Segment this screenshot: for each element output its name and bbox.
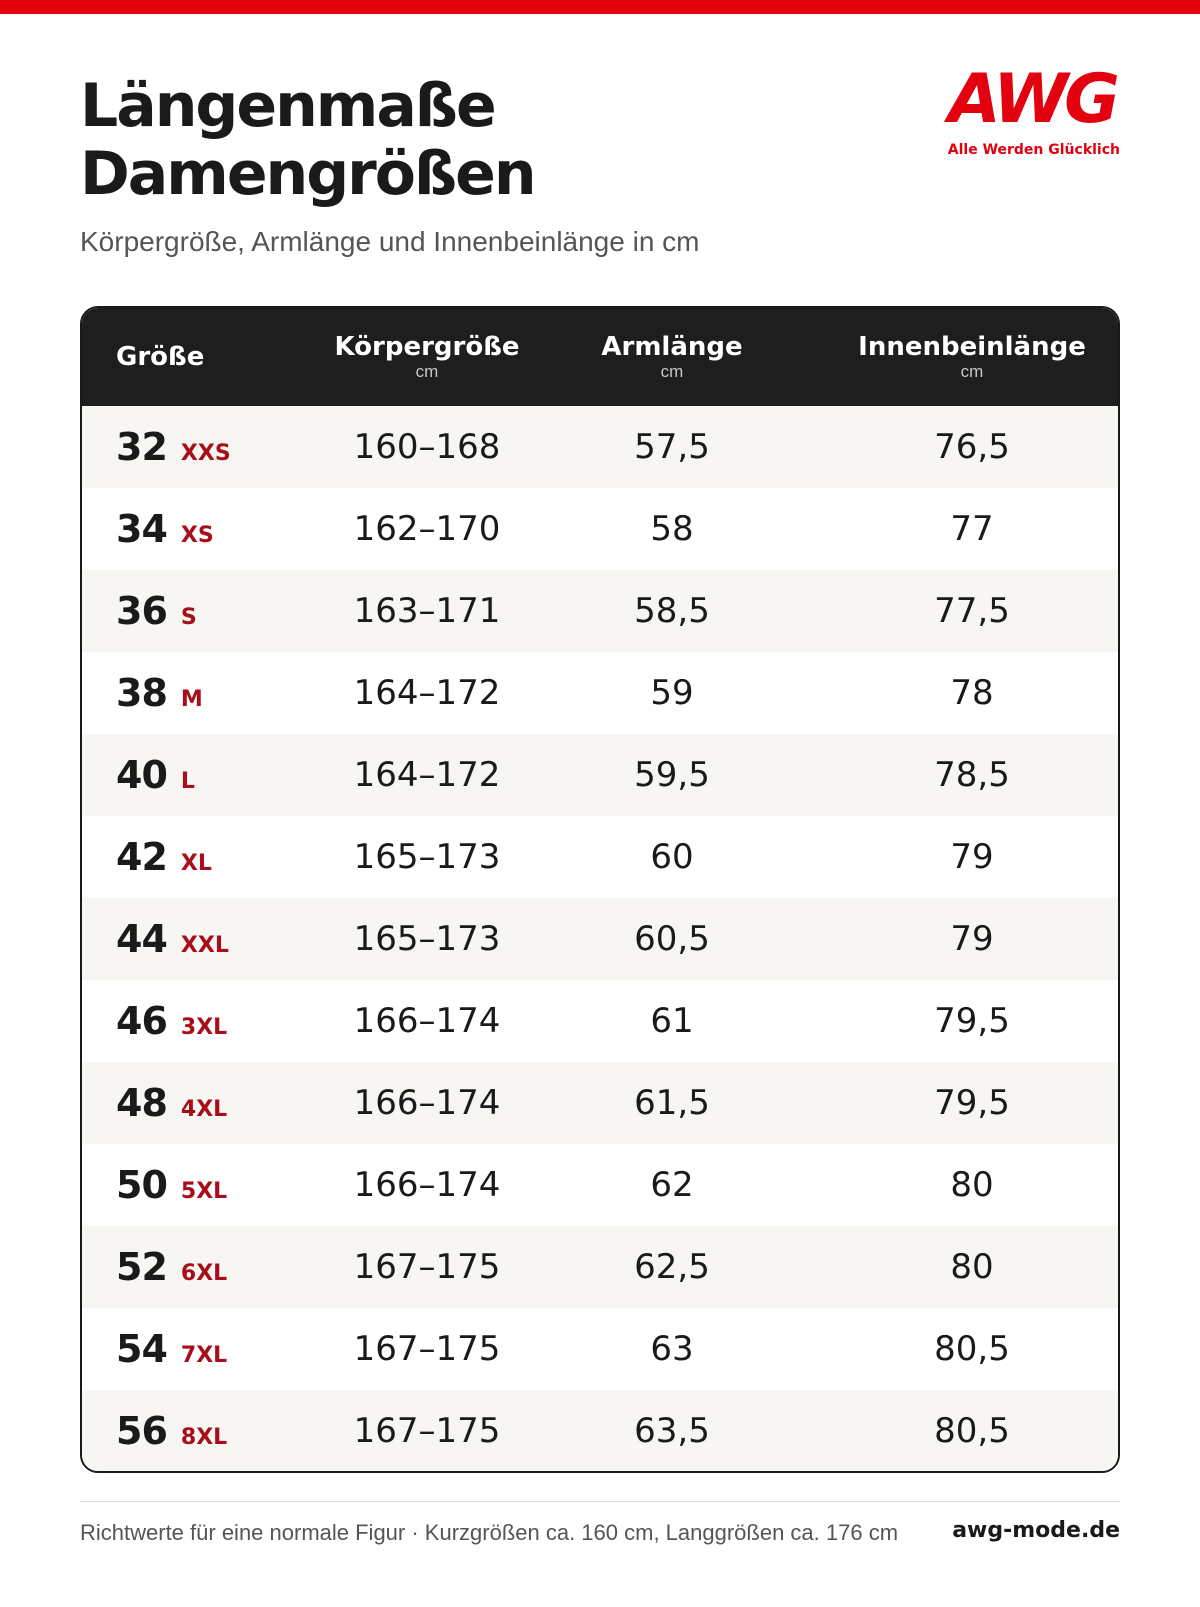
size-cell [116,734,195,816]
column-header-size [116,308,204,406]
arm-length-cell: 58,5 [634,591,710,631]
body-height-cell: 167–175 [353,1247,501,1287]
table-row [82,1062,1118,1144]
logo-tagline: Alle Werden Glücklich [947,142,1120,158]
size-letter: 5XL [180,1178,228,1204]
inseam-cell: 79,5 [934,1001,1010,1041]
table-row [82,816,1118,898]
size-letter: M [180,686,203,712]
size-cell [116,406,231,488]
size-letter: 3XL [180,1014,228,1040]
size-cell [116,1390,227,1472]
arm-length-cell: 61 [650,1001,694,1041]
size-number: 46 [116,999,167,1043]
body-height-cell: 167–175 [353,1329,501,1369]
size-number: 52 [116,1245,167,1289]
title-line-1: Längenmaße [80,71,495,141]
column-header-arm-length [597,308,747,406]
inseam-cell: 78,5 [934,755,1010,795]
footer-note: Richtwerte für eine normale Figur · Kurzgrößen ca. 160 cm, Langgrößen ca. 176 cm [80,1520,899,1545]
size-table [80,306,1120,1473]
body-height-cell: 163–171 [353,591,501,631]
body-height-cell: 167–175 [353,1411,501,1451]
size-number: 50 [116,1163,167,1207]
table-row [82,570,1118,652]
inseam-cell: 78 [950,673,994,713]
table-row [82,1308,1118,1390]
inseam-cell: 79 [950,919,994,959]
table-row [82,406,1118,488]
column-header-label: Größe [116,342,205,372]
footer-divider [80,1501,1120,1502]
body-height-cell: 166–174 [353,1165,501,1205]
body-height-cell: 165–173 [353,919,501,959]
inseam-cell: 79,5 [934,1083,1010,1123]
table-row [82,488,1118,570]
size-cell [116,898,229,980]
size-cell [116,570,197,652]
column-header-label: Innenbeinlänge [858,332,1086,362]
arm-length-cell: 59 [650,673,694,713]
arm-length-cell: 61,5 [634,1083,710,1123]
arm-length-cell: 57,5 [634,427,710,467]
logo-wordmark: AWG [948,64,1116,134]
size-number: 32 [116,425,167,469]
size-letter: XXL [180,932,229,958]
body-height-cell: 165–173 [353,837,501,877]
awg-logo[interactable] [944,64,1120,164]
body-height-cell: 162–170 [353,509,501,549]
inseam-cell: 80 [950,1165,994,1205]
arm-length-cell: 58 [650,509,694,549]
page-title [80,72,535,208]
size-letter: 6XL [180,1260,228,1286]
column-header-body-height [327,308,527,406]
body-height-cell: 166–174 [353,1083,501,1123]
column-header-unit: cm [660,362,684,381]
column-header-inseam [852,308,1092,406]
size-number: 42 [116,835,167,879]
table-row [82,1226,1118,1308]
arm-length-cell: 59,5 [634,755,710,795]
awg-logo-mark [944,64,1120,134]
size-letter: 4XL [180,1096,228,1122]
size-cell [116,488,214,570]
size-cell [116,1226,227,1308]
size-letter: 8XL [180,1424,228,1450]
body-height-cell: 166–174 [353,1001,501,1041]
inseam-cell: 77 [950,509,994,549]
table-header [82,308,1118,406]
size-number: 34 [116,507,167,551]
arm-length-cell: 63,5 [634,1411,710,1451]
column-header-unit: cm [960,362,984,381]
size-number: 54 [116,1327,167,1371]
arm-length-cell: 60 [650,837,694,877]
size-cell [116,1308,227,1390]
inseam-cell: 80 [950,1247,994,1287]
column-header-label: Armlänge [601,332,743,362]
body-height-cell: 160–168 [353,427,501,467]
table-row [82,734,1118,816]
size-letter: S [180,604,197,630]
table-row [82,980,1118,1062]
body-height-cell: 164–172 [353,755,501,795]
size-number: 48 [116,1081,167,1125]
table-row [82,1390,1118,1472]
inseam-cell: 80,5 [934,1329,1010,1369]
inseam-cell: 77,5 [934,591,1010,631]
column-header-label: Körpergröße [334,332,520,362]
table-row [82,898,1118,980]
size-number: 38 [116,671,167,715]
size-letter: 7XL [180,1342,228,1368]
size-cell [116,1062,227,1144]
size-number: 40 [116,753,167,797]
table-row [82,1144,1118,1226]
table-row [82,652,1118,734]
body-height-cell: 164–172 [353,673,501,713]
arm-length-cell: 62 [650,1165,694,1205]
size-letter: XL [180,850,212,876]
size-cell [116,1144,227,1226]
size-letter: XXS [180,440,231,466]
size-number: 44 [116,917,167,961]
table-body [82,406,1118,1472]
inseam-cell: 80,5 [934,1411,1010,1451]
inseam-cell: 79 [950,837,994,877]
size-letter: XS [180,522,214,548]
footer-website-link[interactable]: awg-mode.de [952,1518,1120,1543]
size-letter: L [180,768,195,794]
page-subtitle: Körpergröße, Armlänge und Innenbeinlänge in cm [80,226,700,257]
top-accent-bar [0,0,1200,14]
column-header-unit: cm [415,362,439,381]
size-cell [116,816,212,898]
size-cell [116,652,203,734]
arm-length-cell: 63 [650,1329,694,1369]
arm-length-cell: 62,5 [634,1247,710,1287]
size-cell [116,980,227,1062]
arm-length-cell: 60,5 [634,919,710,959]
size-number: 56 [116,1409,167,1453]
size-number: 36 [116,589,167,633]
inseam-cell: 76,5 [934,427,1010,467]
title-line-2: Damengrößen [80,139,535,209]
